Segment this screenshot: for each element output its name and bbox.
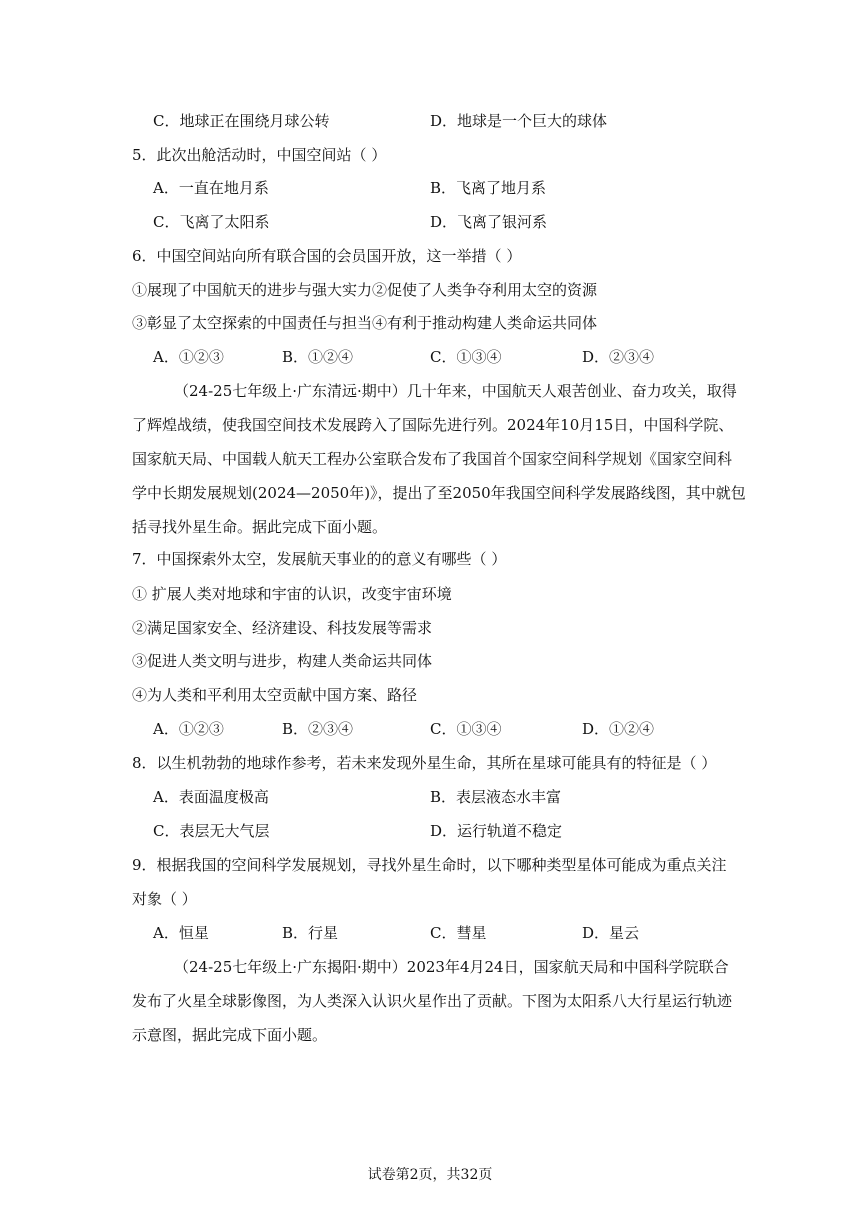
passage-line: 示意图，据此完成下面小题。 <box>132 1026 328 1044</box>
page-footer: 试卷第2页，共32页 <box>367 1167 493 1183</box>
q6-item-line-1: ①展现了中国航天的进步与强大实力②促使了人类争夺利用太空的资源 <box>132 281 598 299</box>
q6-option-b: B．①②④ <box>282 348 354 366</box>
q5-option-d: D．飞离了银河系 <box>430 213 548 231</box>
passage-line: 发布了火星全球影像图，为人类深入认识火星作出了贡献。下图为太阳系八大行星运行轨迹 <box>132 992 733 1010</box>
q9-option-a: A．恒星 <box>153 924 209 942</box>
q9-option-c: C．彗星 <box>430 924 487 942</box>
passage-qingyuan <box>132 374 746 544</box>
q4-option-d: D．地球是一个巨大的球体 <box>430 112 608 130</box>
q7-stem: 7．中国探索外太空，发展航天事业的的意义有哪些（ ） <box>132 550 507 568</box>
passage-line: 括寻找外星生命。据此完成下面小题。 <box>132 518 388 536</box>
q8-stem: 8．以生机勃勃的地球作参考，若未来发现外星生命，其所在星球可能具有的特征是（ ） <box>132 754 717 772</box>
q7-option-b: B．②③④ <box>282 720 354 738</box>
q7-item-3: ③促进人类文明与进步，构建人类命运共同体 <box>132 652 433 670</box>
q7-item-2: ②满足国家安全、经济建设、科技发展等需求 <box>132 619 433 637</box>
q6-item-line-2: ③彰显了太空探索的中国责任与担当④有利于推动构建人类命运共同体 <box>132 314 598 332</box>
q6-stem: 6．中国空间站向所有联合国的会员国开放，这一举措（ ） <box>132 247 522 265</box>
q7-option-c: C．①③④ <box>430 720 502 738</box>
passage-line: 了辉煌战绩，使我国空间技术发展跨入了国际先进行列。2024年10月15日，中国科学院、 <box>132 416 734 434</box>
q8-option-c: C．表层无大气层 <box>153 822 270 840</box>
passage-line: 学中长期发展规划(2024—2050年)》，提出了至2050年我国空间科学发展路线图，其中就包 <box>132 484 746 502</box>
passage-line: 国家航天局、中国载人航天工程办公室联合发布了我国首个国家空间科学规划《国家空间科 <box>132 450 733 468</box>
q9-option-d: D．星云 <box>582 924 640 942</box>
q8-option-d: D．运行轨道不稳定 <box>430 822 563 840</box>
q7-option-a: A．①②③ <box>153 720 224 738</box>
q7-item-4: ④为人类和平利用太空贡献中国方案、路径 <box>132 686 418 704</box>
q9-stem-line-1: 9．根据我国的空间科学发展规划，寻找外星生命时，以下哪种类型星体可能成为重点关注 <box>132 856 727 874</box>
q9-stem-line-2: 对象（ ） <box>132 890 197 908</box>
q5-option-c: C．飞离了太阳系 <box>153 213 270 231</box>
q4-option-c: C．地球正在围绕月球公转 <box>153 112 330 130</box>
q5-stem: 5．此次出舱活动时，中国空间站（ ） <box>132 146 387 164</box>
q8-option-b: B．表层液态水丰富 <box>430 788 562 806</box>
q5-option-a: A．一直在地月系 <box>153 179 269 197</box>
passage-line: （24-25七年级上·广东揭阳·期中）2023年4月24日，国家航天局和中国科学院联合 <box>174 958 729 976</box>
passage-line: （24-25七年级上·广东清远·期中）几十年来，中国航天人艰苦创业、奋力攻关，取得 <box>174 382 737 400</box>
q8-option-a: A．表面温度极高 <box>153 788 269 806</box>
passage-jieyang <box>132 950 732 1052</box>
q6-option-d: D．②③④ <box>582 348 655 366</box>
q6-option-a: A．①②③ <box>153 348 224 366</box>
q7-item-1: ① 扩展人类对地球和宇宙的认识，改变宇宙环境 <box>132 585 452 603</box>
q7-option-d: D．①②④ <box>582 720 655 738</box>
q9-option-b: B．行星 <box>282 924 339 942</box>
q5-option-b: B．飞离了地月系 <box>430 179 547 197</box>
q6-option-c: C．①③④ <box>430 348 502 366</box>
